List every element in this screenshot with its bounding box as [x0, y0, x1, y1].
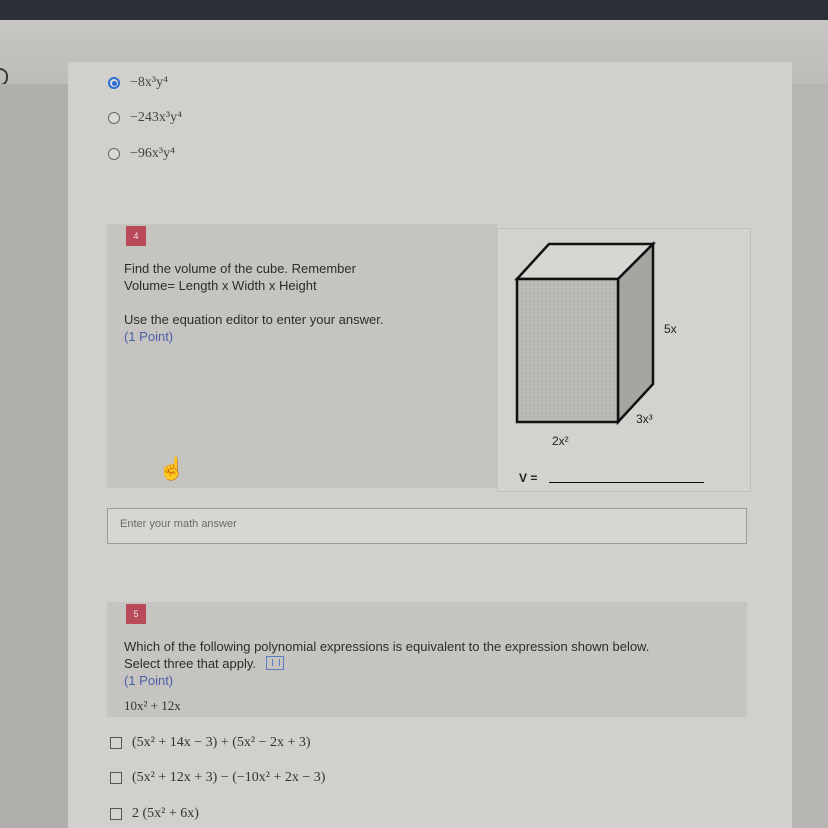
checkbox-icon[interactable] — [110, 737, 122, 749]
math-answer-placeholder: Enter your math answer — [120, 518, 237, 530]
q5-option-3[interactable] — [110, 803, 199, 825]
q5-option-label: (5x² + 14x − 3) + (5x² − 2x + 3) — [132, 735, 311, 750]
hand-cursor-icon: ☝ — [158, 456, 186, 481]
cuboid-front-face — [517, 279, 618, 422]
q5-points: (1 Point) — [124, 673, 174, 688]
q3-option-label: −96x³y⁴ — [130, 146, 175, 161]
volume-label: V = — [519, 471, 538, 485]
q4-line-2: Volume= Length x Width x Height — [124, 278, 317, 293]
q3-option-1[interactable] — [108, 72, 168, 94]
q4-prompt — [124, 260, 474, 345]
q5-option-1[interactable] — [110, 732, 311, 754]
radio-icon[interactable] — [108, 112, 120, 124]
left-margin — [0, 84, 68, 828]
q5-option-2[interactable] — [110, 767, 325, 789]
q3-option-3[interactable] — [108, 143, 175, 165]
q4-line-3: Use the equation editor to enter your answer. — [124, 312, 384, 327]
width-label: 2x² — [552, 434, 569, 448]
checkbox-icon[interactable] — [110, 772, 122, 784]
q5-prompt — [124, 638, 734, 689]
volume-answer-line — [549, 482, 704, 483]
q5-option-label: (5x² + 12x + 3) − (−10x² + 2x − 3) — [132, 770, 326, 785]
radio-icon[interactable] — [108, 148, 120, 160]
monitor-bezel — [0, 0, 828, 20]
q3-option-label: −8x³y⁴ — [130, 75, 168, 90]
q5-expression: 10x² + 12x — [124, 698, 181, 713]
cuboid-figure — [497, 228, 749, 490]
q4-line-1: Find the volume of the cube. Remember — [124, 261, 356, 276]
height-label: 5x — [664, 322, 677, 336]
q4-points: (1 Point) — [124, 329, 174, 344]
math-answer-input[interactable] — [107, 508, 747, 544]
immersive-reader-icon[interactable] — [266, 656, 284, 670]
radio-selected-icon[interactable] — [108, 77, 120, 89]
depth-label: 3x³ — [636, 412, 653, 426]
q5-number-badge: 5 — [126, 604, 146, 624]
checkbox-icon[interactable] — [110, 808, 122, 820]
q5-line-2: Select three that apply. — [124, 656, 257, 671]
q4-number-badge: 4 — [126, 226, 146, 246]
q3-option-label: −243x³y⁴ — [130, 110, 182, 125]
right-margin — [792, 84, 828, 828]
q5-option-label: 2 (5x² + 6x) — [132, 806, 199, 821]
q5-line-1: Which of the following polynomial expressions is equivalent to the expression shown below. — [124, 639, 650, 654]
q3-option-2[interactable] — [108, 107, 182, 129]
